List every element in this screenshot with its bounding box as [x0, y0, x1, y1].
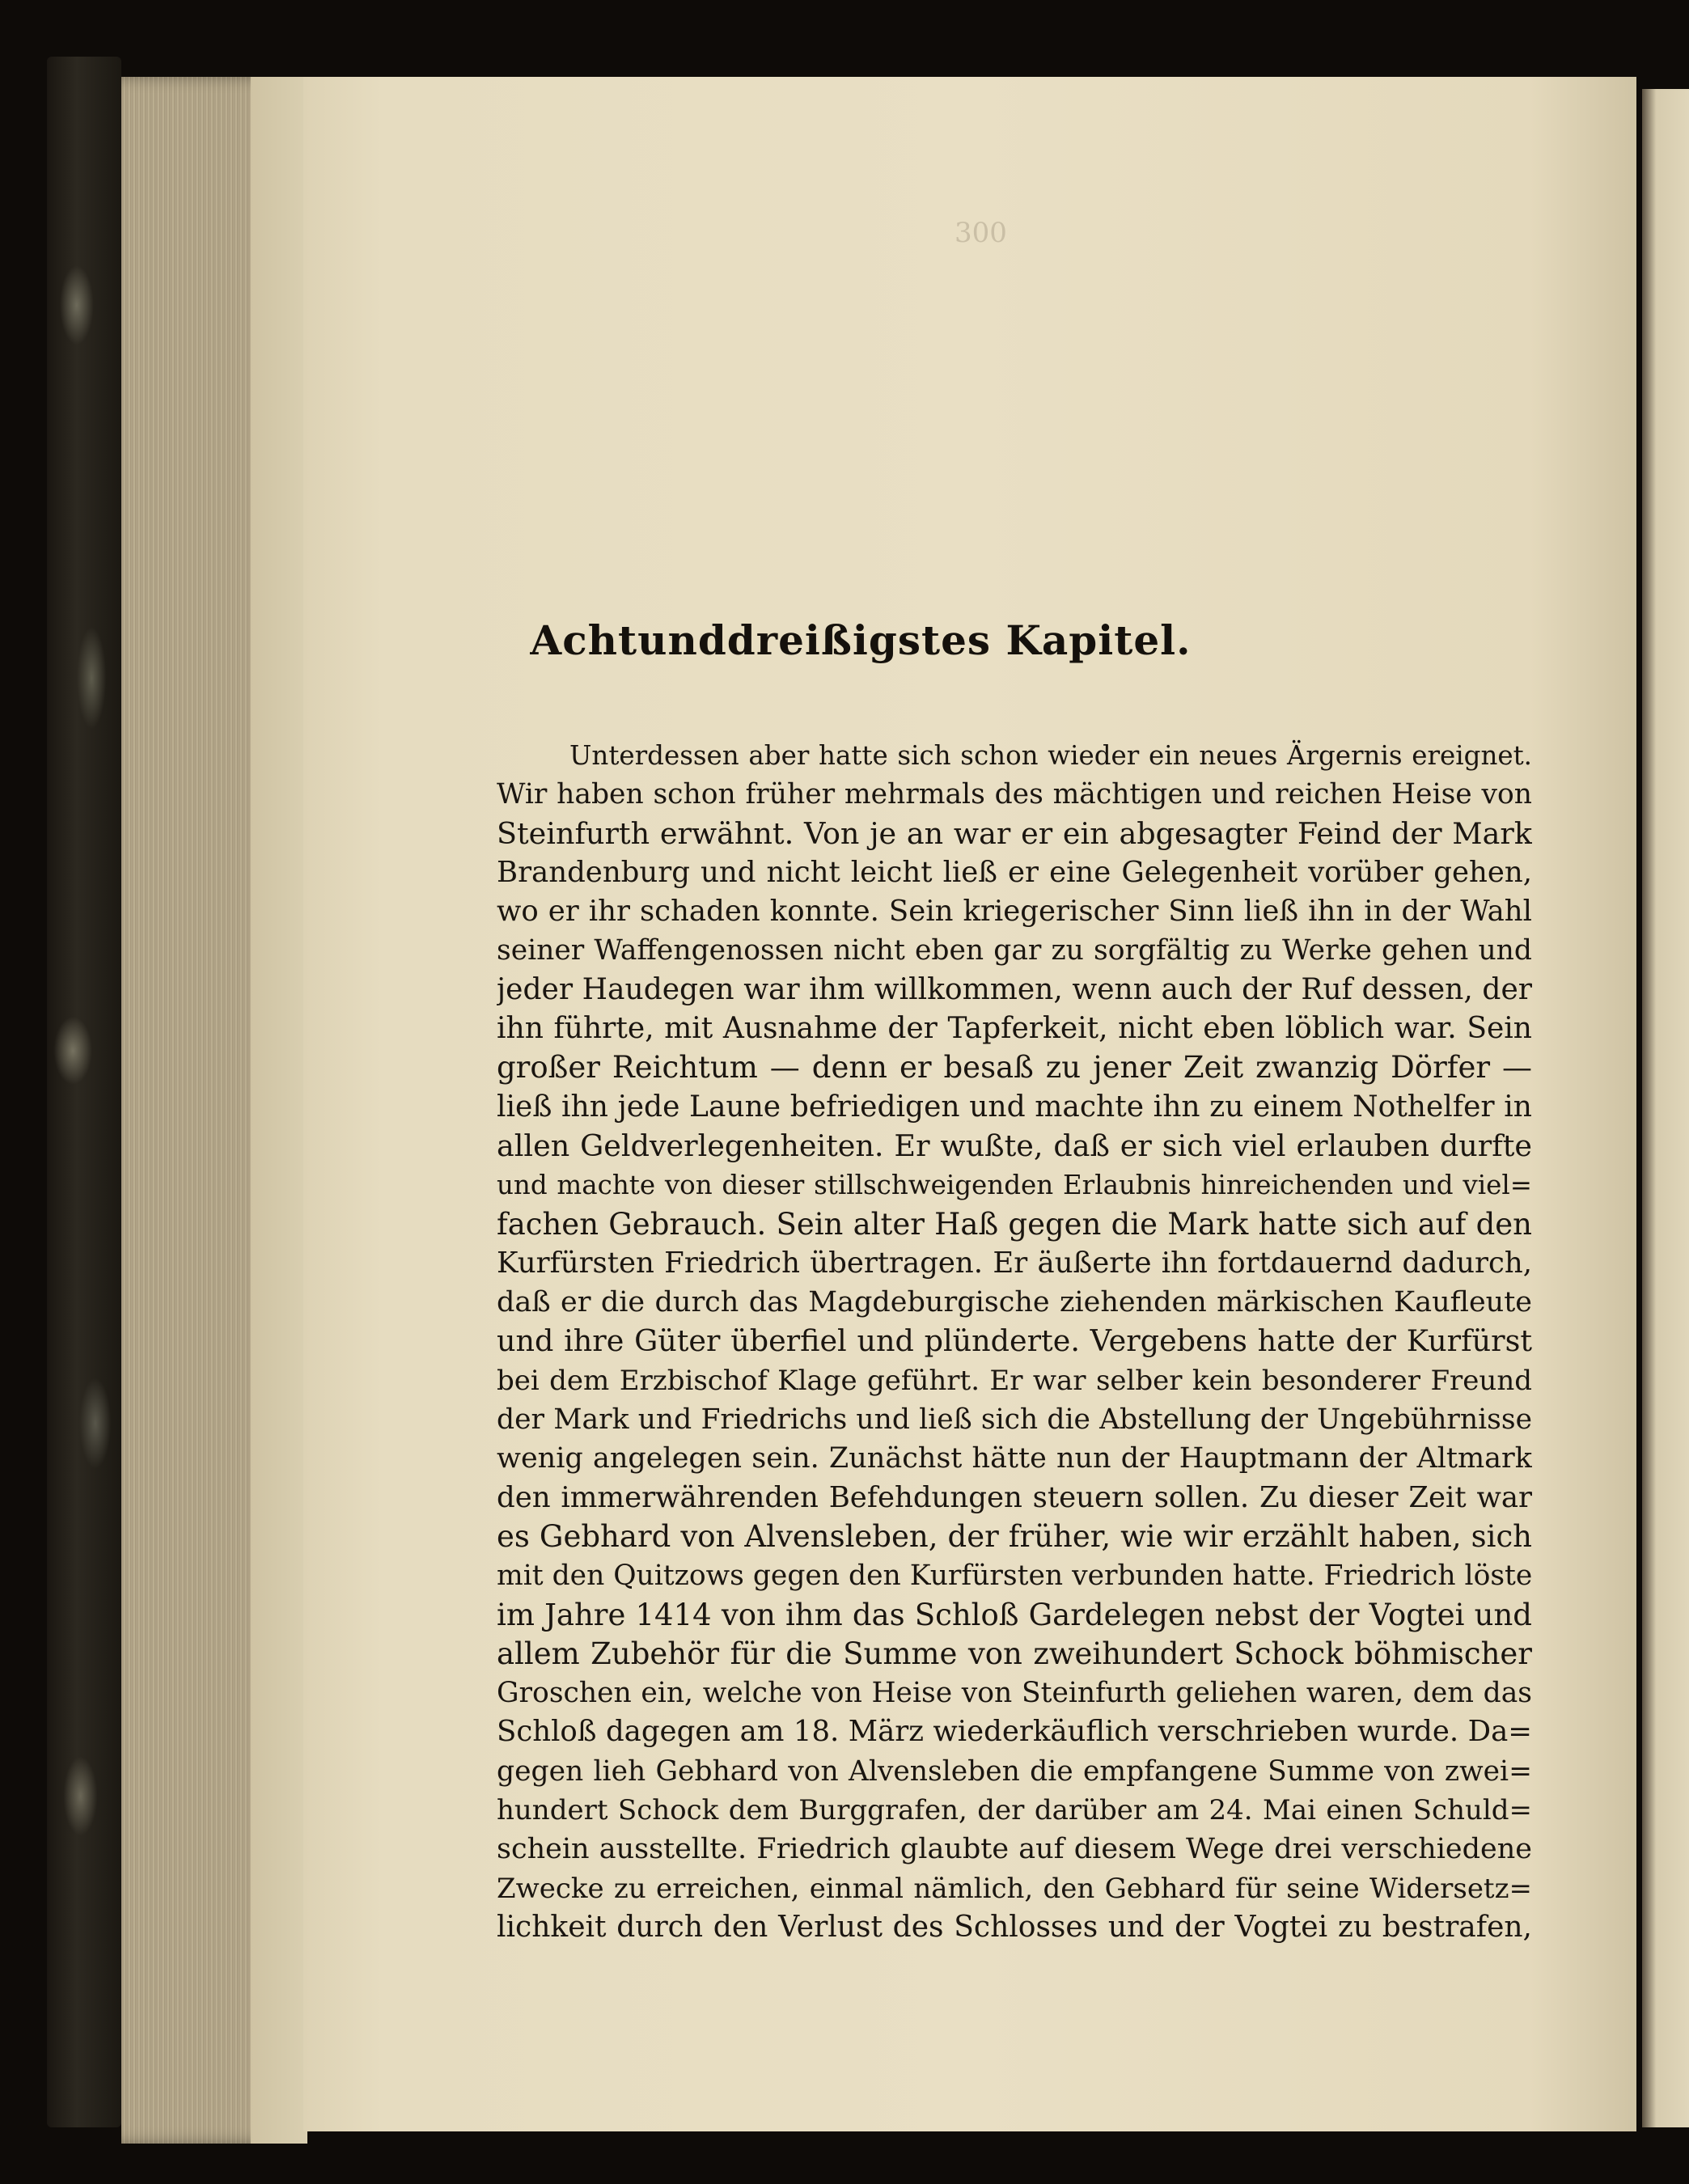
text-line: allem Zubehör für die Summe von zweihundert Schock böhmischer — [497, 1636, 1532, 1671]
text-line: ließ ihn jede Laune befriedigen und machte ihn zu einem Nothelfer in — [497, 1090, 1532, 1124]
text-line: daß er die durch das Magdeburgische ziehenden märkischen Kaufleute — [497, 1286, 1532, 1319]
page-edges — [121, 77, 307, 2144]
text-line: Kurfürsten Friedrich übertragen. Er äußerte ihn fortdauernd dadurch, — [497, 1246, 1532, 1280]
text-line: und ihre Güter überfiel und plünderte. Vergebens hatte der Kurfürst — [497, 1323, 1532, 1359]
text-line: seiner Waffengenossen nicht eben gar zu sorgfältig zu Werke gehen und — [497, 934, 1532, 967]
body-text — [497, 736, 1532, 1947]
text-line: Zwecke zu erreichen, einmal nämlich, den Gebhard für seine Widersetz= — [497, 1872, 1532, 1905]
text-line: allen Geldverlegenheiten. Er wußte, daß er sich viel erlauben durfte — [497, 1128, 1532, 1163]
text-line: und machte von dieser stillschweigenden Erlaubnis hinreichenden und viel= — [497, 1170, 1532, 1201]
text-line: Brandenburg und nicht leicht ließ er eine Gelegenheit vorüber gehen, — [497, 855, 1532, 889]
text-line: mit den Quitzows gegen den Kurfürsten verbunden hatte. Friedrich löste — [497, 1560, 1532, 1593]
chapter-title: Achtunddreißigstes Kapitel. — [530, 616, 1192, 664]
text-line: lichkeit durch den Verlust des Schlosses und der Vogtei zu bestrafen, — [497, 1910, 1532, 1944]
text-line: wenig angelegen sein. Zunächst hätte nun der Hauptmann der Altmark — [497, 1442, 1532, 1475]
text-line: ihn führte, mit Ausnahme der Tapferkeit, nicht eben löblich war. Sein — [497, 1012, 1532, 1046]
text-line: jeder Haudegen war ihm willkommen, wenn auch der Ruf dessen, der — [497, 972, 1532, 1006]
text-line: fachen Gebrauch. Sein alter Haß gegen die Mark hatte sich auf den — [497, 1206, 1532, 1242]
facing-page-edge — [1642, 89, 1689, 2127]
text-line: es Gebhard von Alvensleben, der früher, wie wir erzählt haben, sich — [497, 1518, 1532, 1554]
text-line: Steinfurth erwähnt. Von je an war er ein abgesagter Feind der Mark — [497, 815, 1532, 851]
text-line: wo er ihr schaden konnte. Sein kriegerischer Sinn ließ ihn in der Wahl — [497, 895, 1532, 929]
text-line: großer Reichtum — denn er besaß zu jener Zeit zwanzig Dörfer — — [497, 1050, 1532, 1086]
marbled-cover — [47, 57, 121, 2127]
text-line: Groschen ein, welche von Heise von Steinfurth geliehen waren, dem das — [497, 1677, 1532, 1710]
text-line: Unterdessen aber hatte sich schon wieder ein neues Ärgernis ereignet. — [569, 740, 1532, 771]
text-line: gegen lieh Gebhard von Alvensleben die empfangene Summe von zwei= — [497, 1754, 1532, 1788]
page-number: 300 — [955, 217, 1007, 249]
text-line: schein ausstellte. Friedrich glaubte auf diesem Wege drei verschiedene — [497, 1833, 1532, 1866]
text-line: Schloß dagegen am 18. März wiederkäuflich verschrieben wurde. Da= — [497, 1715, 1532, 1749]
text-line: bei dem Erzbischof Klage geführt. Er war selber kein besonderer Freund — [497, 1364, 1532, 1397]
text-line: Wir haben schon früher mehrmals des mächtigen und reichen Heise von — [497, 778, 1532, 811]
text-line: hundert Schock dem Burggrafen, der darüber am 24. Mai einen Schuld= — [497, 1794, 1532, 1827]
text-line: den immerwährenden Befehdungen steuern sollen. Zu dieser Zeit war — [497, 1480, 1532, 1514]
text-line: der Mark und Friedrichs und ließ sich die Abstellung der Ungebührnisse — [497, 1403, 1532, 1437]
text-line: im Jahre 1414 von ihm das Schloß Gardelegen nebst der Vogtei und — [497, 1597, 1532, 1632]
